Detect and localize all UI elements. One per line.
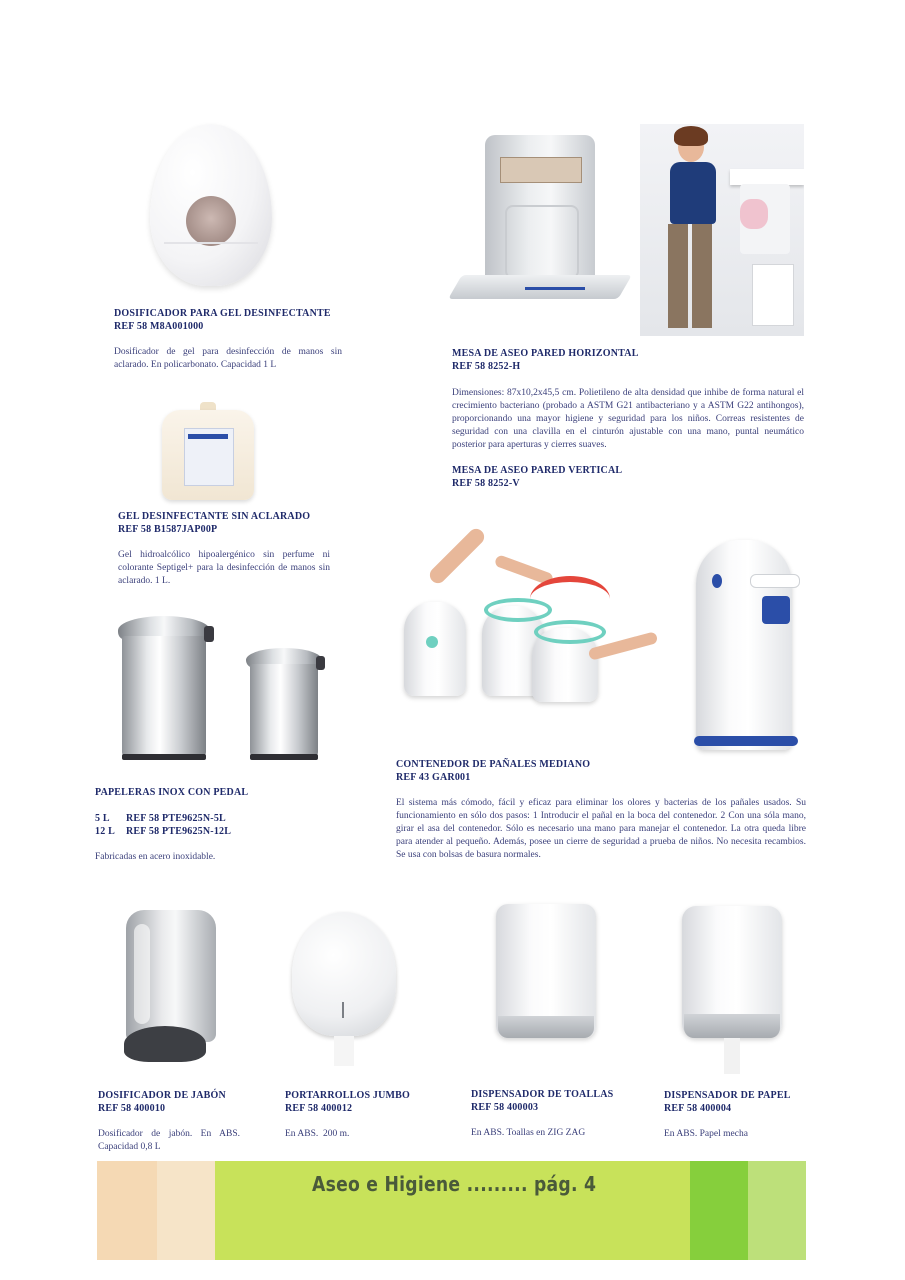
paper-dispenser-description: En ABS. Papel mecha [664,1129,748,1139]
diaper-container-description: El sistema más cómodo, fácil y eficaz para eliminar los olores y bacterias de los pañales usados. Su funcionamiento en sólo dos pasos: 1 Introducir el pañal en la boca del contenedor. 2 Con una sóla mano, girar el asa del contenedor. Sólo es necesario una mano para manejar el contenedor. La otra queda libre para atender al pequeño. Además, posee un cierre de seguridad a prueba de niños. No necesita recambios. Se usa con bolsas de basura normales. [396,798,806,860]
changing-table-image [455,135,625,313]
pedal-bins-ref-5l: REF 58 PTE9625N-5L [126,813,226,824]
paper-dispenser-title: DISPENSADOR DE PAPEL [664,1090,791,1101]
soap-dispenser-title: DOSIFICADOR DE JABÓN [98,1090,226,1101]
footer-band-cream [157,1161,215,1260]
changing-table-ref: REF 58 8252-H [452,361,521,372]
gel-dispenser-title: DOSIFICADOR PARA GEL DESINFECTANTE [114,308,331,319]
jumbo-roll-image [290,910,400,1066]
diaper-container-ref: REF 43 GAR001 [396,772,471,783]
gel-refill-description: Gel hidroalcólico hipoalergénico sin perfume ni colorante Septigel+ para la desinfección de manos sin aclarado. 1 L. [118,550,330,586]
gel-dispenser-ref: REF 58 M8A001000 [114,321,204,332]
paper-dispenser-ref: REF 58 400004 [664,1103,732,1114]
changing-table-description: Dimensiones: 87x10,2x45,5 cm. Polietileno de alta densidad que inhibe de forma natural el crecimiento bacteriano (probado a ASTM G21 antibacteriano y a ASTM G22 antihongos), proporcionando una mayor higiene y seguridad para los niños. Correas resistentes de seguridad con una clavilla en el cinturón ajustable con una mano, puntal neumático posterior para aperturas y cierres suaves. [452,388,804,450]
soap-dispenser-image [118,906,222,1066]
footer-page-label: Aseo e Higiene ......... pág. 4 [312,1172,597,1196]
soap-dispenser-ref: REF 58 400010 [98,1103,166,1114]
vertical-table-ref: REF 58 8252-V [452,478,520,489]
footer-band-green [690,1161,748,1260]
diaper-container-image [694,540,800,760]
pedal-bins-size-5l: 5 L [95,813,110,824]
jumbo-roll-description: En ABS. 200 m. [285,1129,350,1139]
paper-dispenser-image [676,906,788,1074]
vertical-table-title: MESA DE ASEO PARED VERTICAL [452,465,623,476]
changing-table-title: MESA DE ASEO PARED HORIZONTAL [452,348,639,359]
footer-band-peach [97,1161,157,1260]
gel-refill-ref: REF 58 B1587JAP00P [118,524,218,535]
jumbo-roll-ref: REF 58 400012 [285,1103,353,1114]
gel-refill-image [162,402,254,500]
pedal-bins-ref-12l: REF 58 PTE9625N-12L [126,826,232,837]
changing-table-photo [640,124,804,336]
gel-dispenser-description: Dosificador de gel para desinfección de manos sin aclarado. En policarbonato. Capacidad 1 L [114,347,342,370]
diaper-container-steps-image [398,536,664,706]
towel-dispenser-image [490,904,602,1046]
pedal-bins-title: PAPELERAS INOX CON PEDAL [95,787,249,798]
soap-dispenser-description: Dosificador de jabón. En ABS. Capacidad 0,8 L [98,1129,240,1152]
jumbo-roll-title: PORTARROLLOS JUMBO [285,1090,411,1101]
pedal-bins-description: Fabricadas en acero inoxidable. [95,852,216,862]
gel-dispenser-image [150,124,272,286]
pedal-bins-image [108,614,336,766]
towel-dispenser-ref: REF 58 400003 [471,1102,539,1113]
footer-band-light-green [748,1161,806,1260]
diaper-container-title: CONTENEDOR DE PAÑALES MEDIANO [396,759,591,770]
pedal-bins-size-12l: 12 L [95,826,115,837]
towel-dispenser-title: DISPENSADOR DE TOALLAS [471,1089,614,1100]
towel-dispenser-description: En ABS. Toallas en ZIG ZAG [471,1128,586,1138]
gel-refill-title: GEL DESINFECTANTE SIN ACLARADO [118,511,311,522]
